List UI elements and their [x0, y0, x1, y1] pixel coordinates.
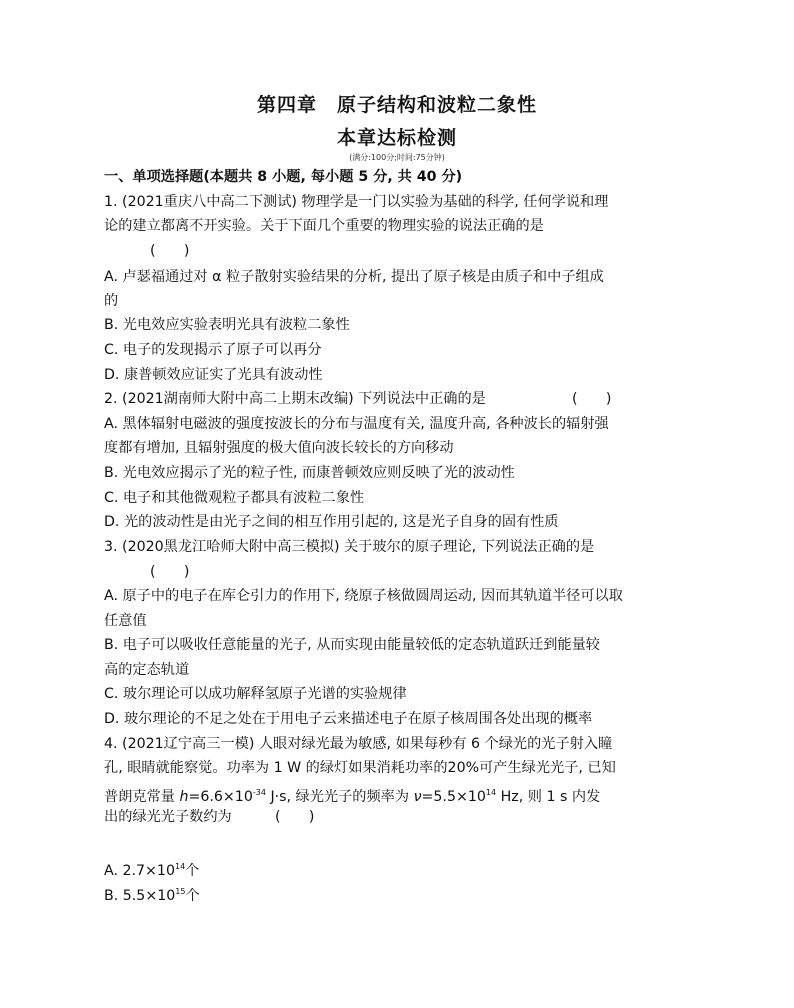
- q4-planck-value: =6.6×10: [188, 789, 253, 805]
- q3-option-a-line1: A. 原子中的电子在库仑引力的作用下, 绕原子核做圆周运动, 因而其轨道半径可以取: [104, 588, 623, 604]
- q1-option-a-line2: 的: [104, 293, 119, 309]
- q2-option-a-line2: 度都有增加, 且辐射强度的极大值向波长较长的方向移动: [104, 440, 454, 456]
- q4-option-a-exponent: 14: [174, 862, 186, 871]
- q4-frequency-label: J·s, 绿光光子的频率为: [265, 789, 414, 805]
- chapter-title: 第四章 原子结构和波粒二象性: [256, 94, 537, 116]
- q4-frequency-exponent: 14: [485, 788, 497, 797]
- q2-answer-paren: ( ): [572, 391, 612, 407]
- q1-option-c: C. 电子的发现揭示了原子可以再分: [104, 342, 322, 358]
- q4-option-a-unit: 个: [185, 863, 200, 879]
- q1-stem-line1: 1. (2021重庆八中高二下测试) 物理学是一门以实验为基础的科学, 任何学说和理: [104, 194, 609, 210]
- section-heading: 一、单项选择题(本题共 8 小题, 每小题 5 分, 共 40 分): [104, 169, 463, 185]
- q2-option-c: C. 电子和其他微观粒子都具有波粒二象性: [104, 490, 365, 506]
- q4-option-a-base: A. 2.7×10: [104, 863, 175, 879]
- q4-option-b-exponent: 15: [175, 887, 186, 896]
- scoring-note: (满分:100分;时间:75分钟): [349, 153, 445, 162]
- q2-option-a-line1: A. 黑体辐射电磁波的强度按波长的分布与温度有关, 温度升高, 各种波长的辐射强: [104, 416, 609, 432]
- q3-answer-paren: ( ): [150, 564, 190, 580]
- q4-stem-line3: [104, 782, 600, 808]
- q4-planck-label: 普朗克常量: [104, 789, 180, 805]
- q1-option-d: D. 康普顿效应证实了光具有波动性: [104, 367, 323, 383]
- q4-stem-line1: 4. (2021辽宁高三一模) 人眼对绿光最为敏感, 如果每秒有 6 个绿光的光子射入瞳: [104, 736, 613, 752]
- q4-frequency-value: =5.5×10: [421, 789, 486, 805]
- q4-option-b: [104, 881, 200, 907]
- q3-stem: 3. (2020黑龙江哈师大附中高三模拟) 关于玻尔的原子理论, 下列说法正确的是: [104, 539, 595, 555]
- q3-option-a-line2: 任意值: [104, 613, 147, 629]
- q2-option-b: B. 光电效应揭示了光的粒子性, 而康普顿效应则反映了光的波动性: [104, 465, 515, 481]
- q4-stem-line3-tail: Hz, 则 1 s 内发: [496, 789, 601, 805]
- test-title: 本章达标检测: [336, 127, 457, 149]
- q3-option-d: D. 玻尔理论的不足之处在于用电子云来描述电子在原子核周围各处出现的概率: [104, 711, 593, 727]
- q4-planck-exponent: -34: [252, 788, 266, 797]
- q4-planck-symbol: h: [179, 789, 189, 805]
- q1-answer-paren: ( ): [150, 243, 190, 259]
- q4-stem-line2: 孔, 眼睛就能察觉。功率为 1 W 的绿灯如果消耗功率的20%可产生绿光光子, 已知: [104, 760, 616, 776]
- q1-stem-line2: 论的建立都离不开实验。关于下面几个重要的物理实验的说法正确的是: [104, 218, 544, 234]
- q1-option-b: B. 光电效应实验表明光具有波粒二象性: [104, 317, 350, 333]
- q3-option-b-line2: 高的定态轨道: [104, 662, 190, 678]
- q2-option-d: D. 光的波动性是由光子之间的相互作用引起的, 这是光子自身的固有性质: [104, 514, 559, 530]
- q3-option-b-line1: B. 电子可以吸收任意能量的光子, 从而实现由能量较低的定态轨道跃迁到能量较: [104, 637, 600, 653]
- q1-option-a-line1: A. 卢瑟福通过对 α 粒子散射实验结果的分析, 提出了原子核是由质子和中子组成: [104, 269, 604, 285]
- q4-answer-paren: ( ): [275, 809, 315, 825]
- q4-stem-line4: 出的绿光光子数约为: [104, 809, 232, 825]
- q2-stem: 2. (2021湖南师大附中高二上期末改编) 下列说法中正确的是: [104, 391, 486, 407]
- q3-option-c: C. 玻尔理论可以成功解释氢原子光谱的实验规律: [104, 686, 407, 702]
- q4-option-b-unit: 个: [185, 888, 200, 904]
- q4-option-b-base: B. 5.5×10: [104, 888, 176, 904]
- q4-option-a: [104, 856, 199, 882]
- q4-frequency-symbol: ν: [413, 789, 422, 805]
